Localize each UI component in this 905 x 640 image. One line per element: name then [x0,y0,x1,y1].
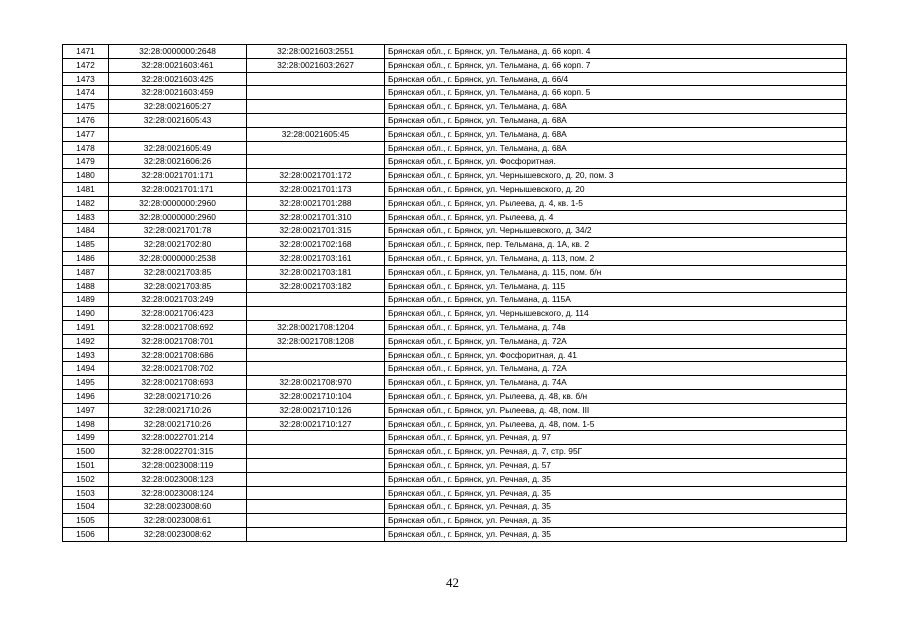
table-row [63,86,847,100]
row-number-cell: 1473 [63,72,109,86]
related-number-cell [247,113,385,127]
cadastral-number-cell: 32:28:0021603:425 [109,72,247,86]
table-row [63,500,847,514]
cadastral-number-cell: 32:28:0000000:2960 [109,196,247,210]
address-cell: Брянская обл., г. Брянск, ул. Тельмана, д. 66 корп. 7 [385,58,847,72]
cadastral-number-cell: 32:28:0022701:315 [109,445,247,459]
address-cell: Брянская обл., г. Брянск, пер. Тельмана, д. 1А, кв. 2 [385,238,847,252]
table-row [63,279,847,293]
table-row [63,100,847,114]
table-row [63,417,847,431]
row-number-cell: 1501 [63,458,109,472]
table-row [63,376,847,390]
table-row [63,458,847,472]
cadastral-number-cell: 32:28:0021603:461 [109,58,247,72]
related-number-cell: 32:28:0021708:1204 [247,320,385,334]
address-cell: Брянская обл., г. Брянск, ул. Чернышевского, д. 114 [385,307,847,321]
row-number-cell: 1493 [63,348,109,362]
related-number-cell [247,514,385,528]
related-number-cell: 32:28:0021703:182 [247,279,385,293]
cadastral-number-cell [109,127,247,141]
address-cell: Брянская обл., г. Брянск, ул. Тельмана, д. 66/4 [385,72,847,86]
table-row [63,169,847,183]
address-cell: Брянская обл., г. Брянск, ул. Тельмана, д. 113, пом. 2 [385,251,847,265]
related-number-cell [247,458,385,472]
row-number-cell: 1487 [63,265,109,279]
cadastral-number-cell: 32:28:0023008:60 [109,500,247,514]
related-number-cell [247,86,385,100]
address-cell: Брянская обл., г. Брянск, ул. Тельмана, д. 115 [385,279,847,293]
address-cell: Брянская обл., г. Брянск, ул. Тельмана, д. 72А [385,362,847,376]
cadastral-number-cell: 32:28:0021703:249 [109,293,247,307]
cadastral-number-cell: 32:28:0023008:123 [109,472,247,486]
cadastral-number-cell: 32:28:0021701:78 [109,224,247,238]
related-number-cell [247,72,385,86]
related-number-cell [247,362,385,376]
row-number-cell: 1497 [63,403,109,417]
address-cell: Брянская обл., г. Брянск, ул. Рылеева, д. 4, кв. 1-5 [385,196,847,210]
table-row [63,265,847,279]
address-cell: Брянская обл., г. Брянск, ул. Рылеева, д. 48, кв. б/н [385,389,847,403]
table-row [63,389,847,403]
related-number-cell [247,348,385,362]
row-number-cell: 1495 [63,376,109,390]
cadastral-number-cell: 32:28:0000000:2538 [109,251,247,265]
table-row [63,334,847,348]
address-cell: Брянская обл., г. Брянск, ул. Чернышевского, д. 20, пом. 3 [385,169,847,183]
table-row [63,72,847,86]
table-row [63,445,847,459]
cadastral-number-cell: 32:28:0000000:2648 [109,45,247,59]
cadastral-number-cell: 32:28:0021703:85 [109,279,247,293]
row-number-cell: 1472 [63,58,109,72]
address-cell: Брянская обл., г. Брянск, ул. Тельмана, д. 68А [385,100,847,114]
row-number-cell: 1471 [63,45,109,59]
table-row [63,113,847,127]
row-number-cell: 1478 [63,141,109,155]
row-number-cell: 1499 [63,431,109,445]
cadastral-number-cell: 32:28:0021605:43 [109,113,247,127]
table-row [63,182,847,196]
table-row [63,403,847,417]
address-cell: Брянская обл., г. Брянск, ул. Речная, д. 35 [385,527,847,541]
table-row [63,486,847,500]
row-number-cell: 1504 [63,500,109,514]
address-cell: Брянская обл., г. Брянск, ул. Речная, д. 7, стр. 95Г [385,445,847,459]
address-cell: Брянская обл., г. Брянск, ул. Тельмана, д. 72А [385,334,847,348]
address-cell: Брянская обл., г. Брянск, ул. Тельмана, д. 74А [385,376,847,390]
cadastral-number-cell: 32:28:0021702:80 [109,238,247,252]
related-number-cell: 32:28:0021710:104 [247,389,385,403]
row-number-cell: 1475 [63,100,109,114]
related-number-cell: 32:28:0021703:181 [247,265,385,279]
related-number-cell [247,500,385,514]
row-number-cell: 1488 [63,279,109,293]
row-number-cell: 1498 [63,417,109,431]
table-row [63,320,847,334]
address-cell: Брянская обл., г. Брянск, ул. Тельмана, д. 74в [385,320,847,334]
related-number-cell: 32:28:0021701:172 [247,169,385,183]
address-cell: Брянская обл., г. Брянск, ул. Тельмана, д. 66 корп. 5 [385,86,847,100]
address-cell: Брянская обл., г. Брянск, ул. Речная, д. 35 [385,486,847,500]
cadastral-number-cell: 32:28:0023008:62 [109,527,247,541]
address-cell: Брянская обл., г. Брянск, ул. Рылеева, д. 4 [385,210,847,224]
cadastral-number-cell: 32:28:0021708:693 [109,376,247,390]
related-number-cell [247,431,385,445]
row-number-cell: 1489 [63,293,109,307]
cadastral-number-cell: 32:28:0021710:26 [109,389,247,403]
row-number-cell: 1474 [63,86,109,100]
cadastral-number-cell: 32:28:0021708:701 [109,334,247,348]
related-number-cell: 32:28:0021701:315 [247,224,385,238]
page-number: 42 [446,575,459,590]
row-number-cell: 1491 [63,320,109,334]
related-number-cell: 32:28:0021710:127 [247,417,385,431]
cadastral-number-cell: 32:28:0000000:2960 [109,210,247,224]
address-cell: Брянская обл., г. Брянск, ул. Тельмана, д. 68А [385,113,847,127]
address-cell: Брянская обл., г. Брянск, ул. Речная, д. 35 [385,472,847,486]
table-row [63,293,847,307]
table-row [63,251,847,265]
row-number-cell: 1485 [63,238,109,252]
table-row [63,238,847,252]
cadastral-number-cell: 32:28:0021606:26 [109,155,247,169]
related-number-cell: 32:28:0021603:2551 [247,45,385,59]
related-number-cell [247,472,385,486]
related-number-cell [247,445,385,459]
cadastral-table-container [62,44,846,542]
address-cell: Брянская обл., г. Брянск, ул. Чернышевского, д. 34/2 [385,224,847,238]
related-number-cell: 32:28:0021710:126 [247,403,385,417]
row-number-cell: 1494 [63,362,109,376]
cadastral-number-cell: 32:28:0021605:27 [109,100,247,114]
address-cell: Брянская обл., г. Брянск, ул. Фосфоритная. [385,155,847,169]
related-number-cell [247,100,385,114]
address-cell: Брянская обл., г. Брянск, ул. Речная, д. 97 [385,431,847,445]
related-number-cell [247,486,385,500]
table-row [63,348,847,362]
cadastral-number-cell: 32:28:0021708:692 [109,320,247,334]
address-cell: Брянская обл., г. Брянск, ул. Речная, д. 57 [385,458,847,472]
table-row [63,45,847,59]
related-number-cell: 32:28:0021708:970 [247,376,385,390]
table-row [63,58,847,72]
table-row [63,224,847,238]
related-number-cell [247,155,385,169]
table-row [63,196,847,210]
related-number-cell: 32:28:0021708:1208 [247,334,385,348]
row-number-cell: 1490 [63,307,109,321]
related-number-cell: 32:28:0021702:168 [247,238,385,252]
row-number-cell: 1483 [63,210,109,224]
related-number-cell: 32:28:0021603:2627 [247,58,385,72]
table-row [63,307,847,321]
table-row [63,472,847,486]
table-body [63,45,847,542]
cadastral-number-cell: 32:28:0021706:423 [109,307,247,321]
related-number-cell [247,141,385,155]
address-cell: Брянская обл., г. Брянск, ул. Рылеева, д. 48, пом. III [385,403,847,417]
table-row [63,127,847,141]
address-cell: Брянская обл., г. Брянск, ул. Речная, д. 35 [385,500,847,514]
row-number-cell: 1506 [63,527,109,541]
related-number-cell [247,527,385,541]
row-number-cell: 1482 [63,196,109,210]
address-cell: Брянская обл., г. Брянск, ул. Тельмана, д. 66 корп. 4 [385,45,847,59]
cadastral-table [62,44,847,542]
related-number-cell [247,307,385,321]
row-number-cell: 1503 [63,486,109,500]
cadastral-number-cell: 32:28:0021701:171 [109,169,247,183]
cadastral-number-cell: 32:28:0021603:459 [109,86,247,100]
related-number-cell: 32:28:0021605:45 [247,127,385,141]
table-row [63,431,847,445]
related-number-cell: 32:28:0021701:288 [247,196,385,210]
row-number-cell: 1476 [63,113,109,127]
cadastral-number-cell: 32:28:0021701:171 [109,182,247,196]
cadastral-number-cell: 32:28:0023008:119 [109,458,247,472]
row-number-cell: 1481 [63,182,109,196]
address-cell: Брянская обл., г. Брянск, ул. Тельмана, д. 115, пом. б/н [385,265,847,279]
cadastral-number-cell: 32:28:0021703:85 [109,265,247,279]
row-number-cell: 1500 [63,445,109,459]
table-row [63,210,847,224]
row-number-cell: 1502 [63,472,109,486]
related-number-cell: 32:28:0021701:310 [247,210,385,224]
table-row [63,362,847,376]
address-cell: Брянская обл., г. Брянск, ул. Чернышевского, д. 20 [385,182,847,196]
table-row [63,141,847,155]
cadastral-number-cell: 32:28:0023008:61 [109,514,247,528]
row-number-cell: 1496 [63,389,109,403]
related-number-cell [247,293,385,307]
address-cell: Брянская обл., г. Брянск, ул. Рылеева, д. 48, пом. 1-5 [385,417,847,431]
cadastral-number-cell: 32:28:0021710:26 [109,417,247,431]
row-number-cell: 1479 [63,155,109,169]
row-number-cell: 1505 [63,514,109,528]
address-cell: Брянская обл., г. Брянск, ул. Фосфоритная, д. 41 [385,348,847,362]
table-row [63,155,847,169]
cadastral-number-cell: 32:28:0021708:686 [109,348,247,362]
cadastral-number-cell: 32:28:0021708:702 [109,362,247,376]
address-cell: Брянская обл., г. Брянск, ул. Тельмана, д. 115А [385,293,847,307]
related-number-cell: 32:28:0021703:161 [247,251,385,265]
address-cell: Брянская обл., г. Брянск, ул. Тельмана, д. 68А [385,127,847,141]
cadastral-number-cell: 32:28:0021605:49 [109,141,247,155]
row-number-cell: 1492 [63,334,109,348]
cadastral-number-cell: 32:28:0023008:124 [109,486,247,500]
address-cell: Брянская обл., г. Брянск, ул. Речная, д. 35 [385,514,847,528]
cadastral-number-cell: 32:28:0021710:26 [109,403,247,417]
row-number-cell: 1486 [63,251,109,265]
table-row [63,527,847,541]
row-number-cell: 1477 [63,127,109,141]
row-number-cell: 1484 [63,224,109,238]
address-cell: Брянская обл., г. Брянск, ул. Тельмана, д. 68А [385,141,847,155]
cadastral-number-cell: 32:28:0022701:214 [109,431,247,445]
table-row [63,514,847,528]
related-number-cell: 32:28:0021701:173 [247,182,385,196]
row-number-cell: 1480 [63,169,109,183]
